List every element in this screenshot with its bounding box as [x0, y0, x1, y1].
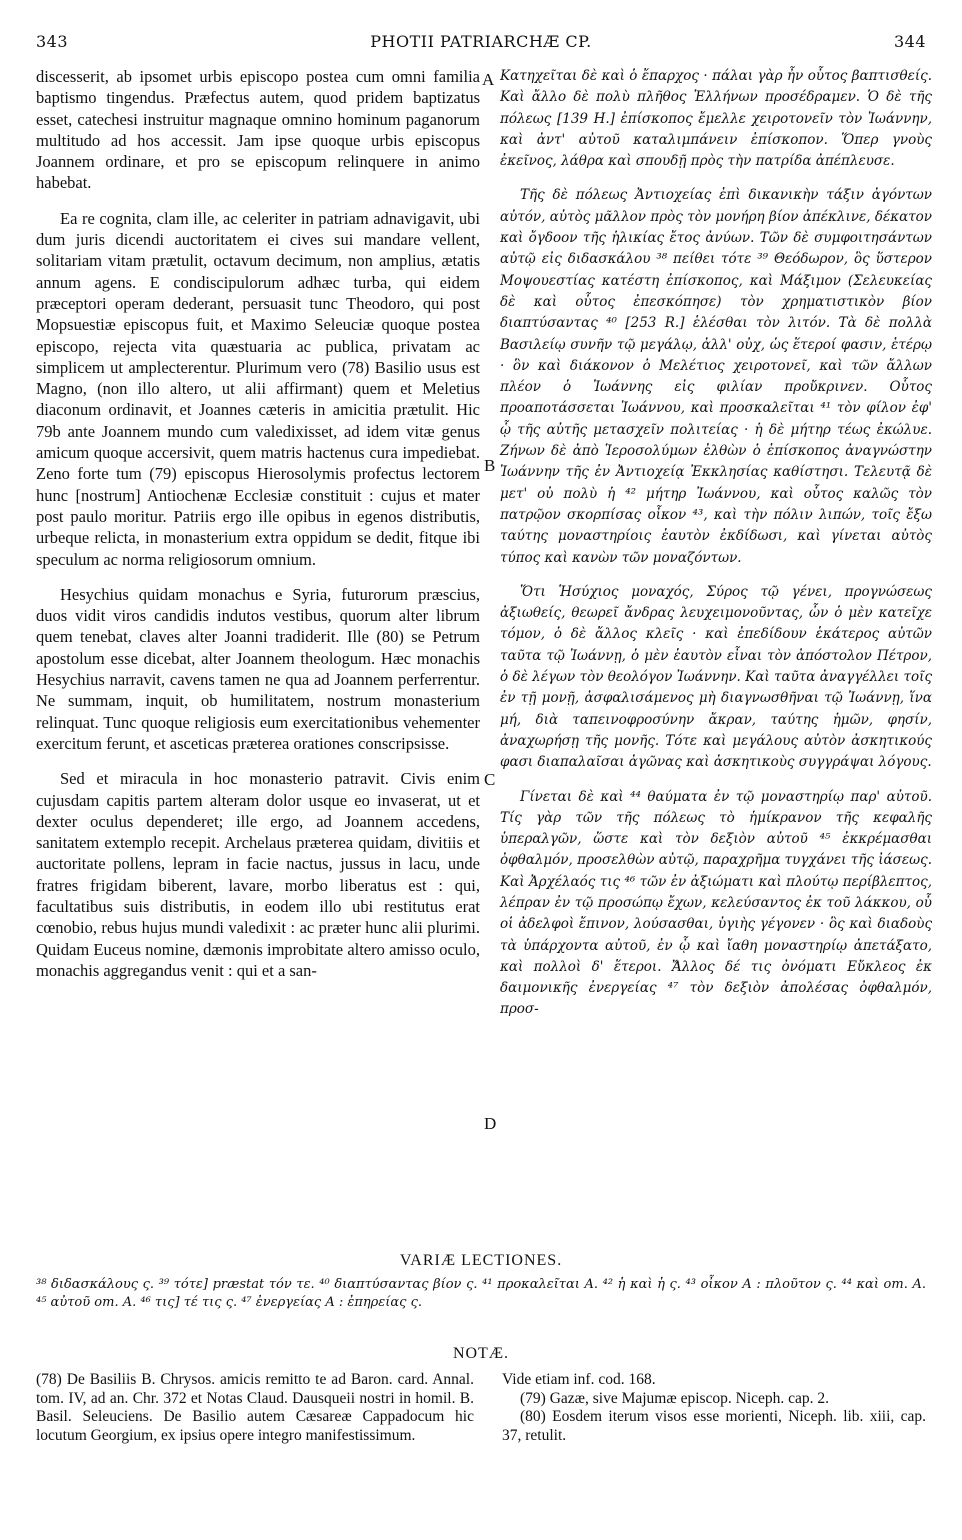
section-marker-d: D	[484, 1114, 497, 1133]
page-number-right: 344	[893, 32, 926, 51]
running-title: PHOTII PATRIARCHÆ CP.	[370, 32, 592, 51]
note-80: (80) Eosdem iterum visos esse morienti, Niceph. lib. xiii, cap. 37, retulit.	[502, 1408, 926, 1444]
latin-column	[36, 66, 480, 995]
latin-paragraph-4: Sed et miracula in hoc monasterio patravit. Civis enim cujusdam capitis partem alteram dolor usque eo invaserat, ut et dexter oculus dependeret; ille ergo, ad Joannem accedens, sanitatem extemplo recepit. Archelaus præterea quidam, divitiis et auctoritate pollens, lepram in facie nactus, jussus in lacu, unde fratres frigidam biberent, lavare, morbo liberatus est : qui, facultatibus suis distributis, in eodem illo ubi restitutus erat cœnobio, rebus hujus mundi valedixit : ac præter hunc alii plurimi. Quidam Euceus nomine, dæmonis improbitate altero amisso oculo, monachis aggregandus venit : qui et a san-	[36, 769, 480, 980]
variae-lectiones	[36, 1252, 926, 1312]
section-marker-c: C	[484, 770, 496, 789]
notae-right-column	[502, 1371, 926, 1445]
section-marker-a: A	[482, 70, 495, 89]
latin-paragraph-1: discesserit, ab ipsomet urbis episcopo postea cum omni familia baptismo tingendus. Præfectus autem, quod pridem baptizatus esset, catechesi instruitur magnaque omnino hominum paganorum multitudo ad hos accessit. Jam ipse quoque urbis episcopus Joannem ordinare, et pro se episcopum relinquere in animo habebat.	[36, 67, 480, 193]
variae-lectiones-text: ³⁸ διδασκάλους ς. ³⁹ τότε] præstat τόν τε. ⁴⁰ διαπτύσαντας βίον ς. ⁴¹ προκαλεῖται A. ⁴² ἡ καὶ ἡ ς. ⁴³ οἶκον A : πλοῦτον ς. ⁴⁴ καὶ om. A. ⁴⁵ αὐτοῦ om. A. ⁴⁶ τις] τέ τις ς. ⁴⁷ ἐνεργείας A : ἐπηρείας ς.	[36, 1277, 926, 1310]
section-marker-b: B	[484, 456, 496, 475]
note-79: (79) Gazæ, sive Majumæ episcop. Niceph. cap. 2.	[520, 1389, 830, 1407]
page-header	[36, 32, 926, 58]
page-number-left: 343	[36, 32, 69, 51]
greek-paragraph-2: Τῆς δὲ πόλεως Ἀντιοχείας ἐπὶ δικανικὴν τάξιν ἀγόντων αὐτόν, αὐτὸς μᾶλλον πρὸς τὸν μονήρη βίον ἀπέκλινε, δέκατον καὶ ὄγδοον τῆς ἡλικίας ἔτος ἀνύων. Τῶν δὲ συμφοιτησάντων αὐτῷ εἰς διδασκάλου ³⁸ πείθει τότε ³⁹ Θεόδωρον, ὃς ὕστερον Μοψουεστίας κατέστη ἐπίσκοπος, καὶ Μάξιμον (Σελευκείας δὲ καὶ οὗτος ἐπεσκόπησε) τὸν χρηματιστικὸν βίον διαπτύσαντας ⁴⁰ [253 R.] ἑλέσθαι τὸν λιτόν. Τὰ δὲ πολλὰ Βασιλείῳ συνῆν τῷ μεγάλῳ, ἀλλ' οὐχ, ὡς ἕτεροί φασιν, ἑτέρῳ · ὃν καὶ διάκονον ὁ Μελέτιος χειροτονεῖ, καὶ τῶν ἄλλων πλέον ὁ Ἰωάννης εἰς φιλίαν προὔκρινεν. Οὗτος προαποτάσσεται Ἰωάννου, καὶ προσκαλεῖται ⁴¹ τὸν φίλον ἐφ' ᾧ τῆς αὐτῆς μετασχεῖν πολιτείας · ἡ δὲ μήτηρ τέως ἐκώλυε. Ζήνων δὲ ἀπὸ Ἱεροσολύμων ἐλθὼν ὁ ἐπίσκοπος ἀναγνώστην Ἰωάννην τῆς ἐν Ἀντιοχείᾳ Ἐκκλησίας καθίστησι. Τελευτᾷ δὲ μετ' οὐ πολὺ ἡ ⁴² μήτηρ Ἰωάννου, καὶ οὗτος καλῶς τὸν πατρῷον σκορπίσας οἶκον ⁴³, καὶ τὴν πόλιν λιπών, τοῖς ἔξω ταύτης μοναστηρίοις ἑαυτὸν ἐκδίδωσι, καὶ γίνεται αὐτὸς τύπος καὶ κανὼν τῶν μοναζόντων.	[500, 187, 932, 566]
latin-paragraph-2: Ea re cognita, clam ille, ac celeriter in patriam adnavigavit, ubi dum juris dicendi auctoritatem ei cives sui mandare vellent, solitariam vitam prætulit, octavum decimum, non amplius, ætatis annum agens. E condiscipulorum adhæc turba, qui eidem præceptori operam dederant, persuasit tunc Theodoro, qui post Mopsuestiæ episcopus fuit, et Maximo Seleuciæ quoque postea episcopo, rejecta vita quæstuaria ac publica, privatam ac simplicem ut amplecterentur. Plurimum vero (78) Basilio usus est Magno, (non illo altero, ut alii affirmant) quem et Meletius diaconum ordinavit, et Joannes cæteris in amicitia prætulit. Hic 79b ante Joannem mundo cum valedixisset, ad idem vitæ genus amicum quoque accersivit, quem matris hactenus cura impediebat. Zeno forte tum (79) episcopus Hierosolymis profectus lectorem hunc [nostrum] Antiochenæ Ecclesiæ constituit : cujus et mater post paulo moritur. Patriis ergo ille opibus in egenos distributis, urbeque relicta, in monasterium extra oppidum se dedit, fitque ibi speculum ac norma religiosorum omnium.	[36, 208, 480, 569]
notae-title: NOTÆ.	[452, 1345, 510, 1362]
greek-column	[500, 66, 932, 1034]
greek-paragraph-3: Ὅτι Ἡσύχιος μοναχός, Σύρος τῷ γένει, προγνώσεως ἀξιωθείς, θεωρεῖ ἄνδρας λευχειμονοῦντας, ὧν ὁ μὲν κατεῖχε τόμον, ὁ δὲ ἄλλος κλεῖς · καὶ ἐπεδίδουν ἑκάτερος αὐτῶν ταῦτα τῷ Ἰωάννῃ, ὁ μὲν ἑαυτὸν εἶναι τὸν ἀπόστολον Πέτρον, ὁ δὲ λέγων τὸν θεολόγον Ἰωάννην. Καὶ ταῦτα ἀναγγέλλει τοῖς ἐν τῇ μονῇ, ἀσφαλισάμενος μὴ διαγνωσθῆναι τῷ Ἰωάννῃ, ἵνα μή, διὰ ταπεινοφροσύνην ἄκραν, ταύτης ἡμῶν, φησίν, ἀναχωρήσῃ τῆς μονῆς. Τότε καὶ μεγάλους αὐτὸν ἀσκητικούς φασι διαπαλαῖσαι ἀγῶνας καὶ ἀσκητικοὺς συγγράψαι λόγους.	[500, 583, 932, 771]
variae-lectiones-title: VARIÆ LECTIONES.	[399, 1252, 563, 1269]
note-78: (78) De Basiliis B. Chrysos. amicis remitto te ad Baron. card. Annal. tom. IV, ad an. Chr. 372 et Notas Claud. Dausqueii nostri in homil. B. Basil. Seleuciens. De Basilio autem Cæsareæ Cappadocum hic locutum Georgium, ex ipsius opere integro manifestissimum.	[36, 1371, 474, 1444]
latin-paragraph-3: Hesychius quidam monachus e Syria, futurorum præscius, duos vidit viros candidis indutos vestibus, quorum alter librum quem tenebat, claves alter Joanni tradiderit. Ille (80) se Petrum apostolum esse dicebat, alter Joannem theologum. Hæc monachis Hesychius narravit, cavens tamen ne qua ad Joannem perferrentur. Ne summam, inquit, ob humilitatem, nostrum monasterium relinquat. Tunc quoque religiosis eum exercitationibus vehementer exercitum ferunt, et asceticas præterea orationes conscripsisse.	[36, 584, 480, 753]
greek-paragraph-4: Γίνεται δὲ καὶ ⁴⁴ θαύματα ἐν τῷ μοναστηρίῳ παρ' αὐτοῦ. Τίς γὰρ τῶν τῆς πόλεως τὸ ἡμίκρανον τῆς κεφαλῆς ὑπεραλγῶν, ὥστε καὶ τὸν δεξιὸν αὐτοῦ ⁴⁵ ἐκκρέμασθαι ὀφθαλμόν, προσελθὼν αὐτῷ, παραχρῆμα τυγχάνει τῆς ἰάσεως. Καὶ Ἀρχέλαός τις ⁴⁶ τῶν ἐν ἀξιώματι καὶ πλούτῳ περίβλεπτος, λέπραν ἐν τῷ προσώπῳ ἔχων, κελεύσαντος ἐκ τοῦ λάκκου, οὗ οἱ ἀδελφοὶ ἔπινον, λούσασθαι, ὑγιὴς γέγονεν · ὃς καὶ διαδοὺς τὰ ὑπάρχοντα αὐτοῦ, ἐν ᾧ καὶ ἴαθη μοναστηρίῳ ἀπετάξατο, καὶ πολλοὶ δ' ἕτεροι. Ἄλλος δέ τις ὀνόματι Εὔκλεος ἐκ δαιμονικῆς ἐνεργείας ⁴⁷ τὸν δεξιὸν ἀπολέσας ὀφθαλμόν, προσ-	[500, 788, 932, 1018]
greek-paragraph-1: Κατηχεῖται δὲ καὶ ὁ ἔπαρχος · πάλαι γὰρ ἦν οὗτος βαπτισθείς. Καὶ ἄλλο δὲ πολὺ πλῆθος Ἑλλήνων προσέδραμεν. Ὁ δὲ τῆς πόλεως [139 H.] ἐπίσκοπος ἔμελλε χειροτονεῖν τὸν Ἰωάννην, καὶ ἀντ' αὐτοῦ καταλιμπάνειν ἐπίσκοπον. Ὅπερ γνοὺς ἐκεῖνος, λάθρα καὶ σπουδῇ πρὸς τὴν πατρίδα ἀπέπλευσε.	[500, 68, 932, 170]
notae-section	[36, 1345, 926, 1444]
note-vide: Vide etiam inf. cod. 168.	[502, 1371, 656, 1388]
notae-left-column	[36, 1371, 474, 1445]
